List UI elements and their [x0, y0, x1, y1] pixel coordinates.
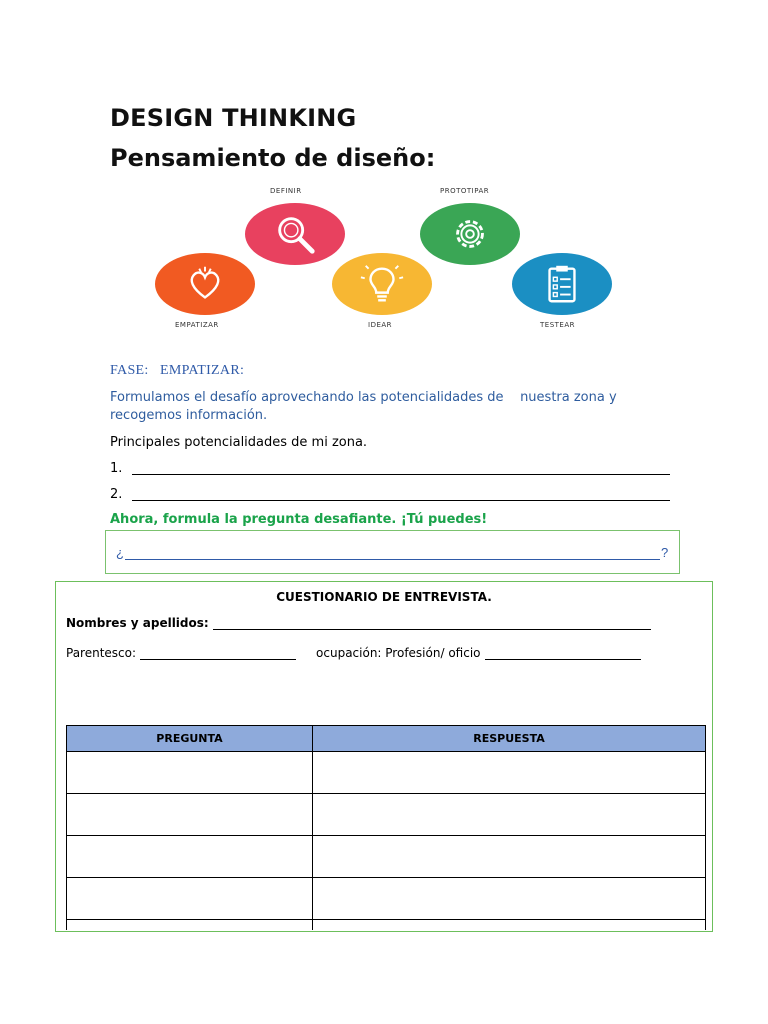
answer-cell[interactable]: [313, 794, 706, 836]
potential-line-2[interactable]: [110, 487, 670, 502]
interview-title: CUESTIONARIO DE ENTREVISTA.: [276, 590, 492, 604]
question-cell[interactable]: [67, 794, 313, 836]
relation-field[interactable]: [66, 646, 641, 660]
stage-label-empatizar: EMPATIZAR: [175, 321, 219, 329]
stage-label-idear: IDEAR: [368, 321, 393, 329]
occupation-blank[interactable]: [485, 648, 641, 660]
relation-label: Parentesco:: [66, 646, 137, 660]
gear-icon: [447, 211, 493, 257]
blank-line[interactable]: [132, 461, 670, 475]
page-subtitle: Pensamiento de diseño:: [110, 144, 436, 172]
table-row: [67, 878, 706, 920]
lightbulb-icon: [359, 261, 405, 307]
magnifier-icon: [272, 211, 318, 257]
question-open-mark: ¿: [116, 545, 124, 560]
question-cell[interactable]: [67, 920, 313, 930]
design-thinking-diagram: [150, 185, 620, 335]
phase-label: FASE: EMPATIZAR:: [110, 363, 245, 378]
stage-empatizar: [155, 253, 255, 315]
answer-cell[interactable]: [313, 920, 706, 930]
interview-section: [55, 581, 713, 932]
potential-line-1[interactable]: [110, 461, 670, 476]
stage-idear: [332, 253, 432, 315]
stage-prototipar: [420, 203, 520, 265]
stage-testear: [512, 253, 612, 315]
table-row: [67, 794, 706, 836]
table-row: [67, 836, 706, 878]
heart-icon: [182, 261, 228, 307]
clipboard-icon: [539, 261, 585, 307]
stage-label-testear: TESTEAR: [540, 321, 575, 329]
question-cell[interactable]: [67, 752, 313, 794]
line-number: 2.: [110, 487, 123, 502]
name-label: Nombres y apellidos:: [66, 616, 209, 630]
question-cell[interactable]: [67, 878, 313, 920]
stage-label-prototipar: PROTOTIPAR: [440, 187, 490, 195]
question-blank-line[interactable]: [125, 546, 660, 560]
table-row: [67, 752, 706, 794]
challenge-prompt: Ahora, formula la pregunta desafiante. ¡Tú puedes!: [110, 512, 488, 527]
phase-intro: Formulamos el desafío aprovechando las potencialidades de nuestra zona y recogemos información.: [110, 390, 621, 423]
answer-cell[interactable]: [313, 752, 706, 794]
column-header-pregunta: PREGUNTA: [67, 726, 313, 752]
column-header-respuesta: RESPUESTA: [313, 726, 706, 752]
challenge-question-box[interactable]: [105, 530, 680, 574]
relation-blank[interactable]: [140, 648, 296, 660]
answer-cell[interactable]: [313, 836, 706, 878]
occupation-label: ocupación: Profesión/ oficio: [316, 646, 481, 660]
name-blank[interactable]: [213, 618, 651, 630]
line-number: 1.: [110, 461, 123, 476]
question-close-mark: ?: [660, 545, 669, 560]
potentials-label: Principales potencialidades de mi zona.: [110, 435, 368, 450]
page-title: DESIGN THINKING: [110, 104, 357, 132]
answer-cell[interactable]: [313, 878, 706, 920]
name-field[interactable]: [66, 616, 651, 630]
table-row: [67, 920, 706, 930]
stage-label-definir: DEFINIR: [270, 187, 302, 195]
stage-definir: [245, 203, 345, 265]
interview-table: [66, 725, 706, 930]
blank-line[interactable]: [132, 487, 670, 501]
question-cell[interactable]: [67, 836, 313, 878]
